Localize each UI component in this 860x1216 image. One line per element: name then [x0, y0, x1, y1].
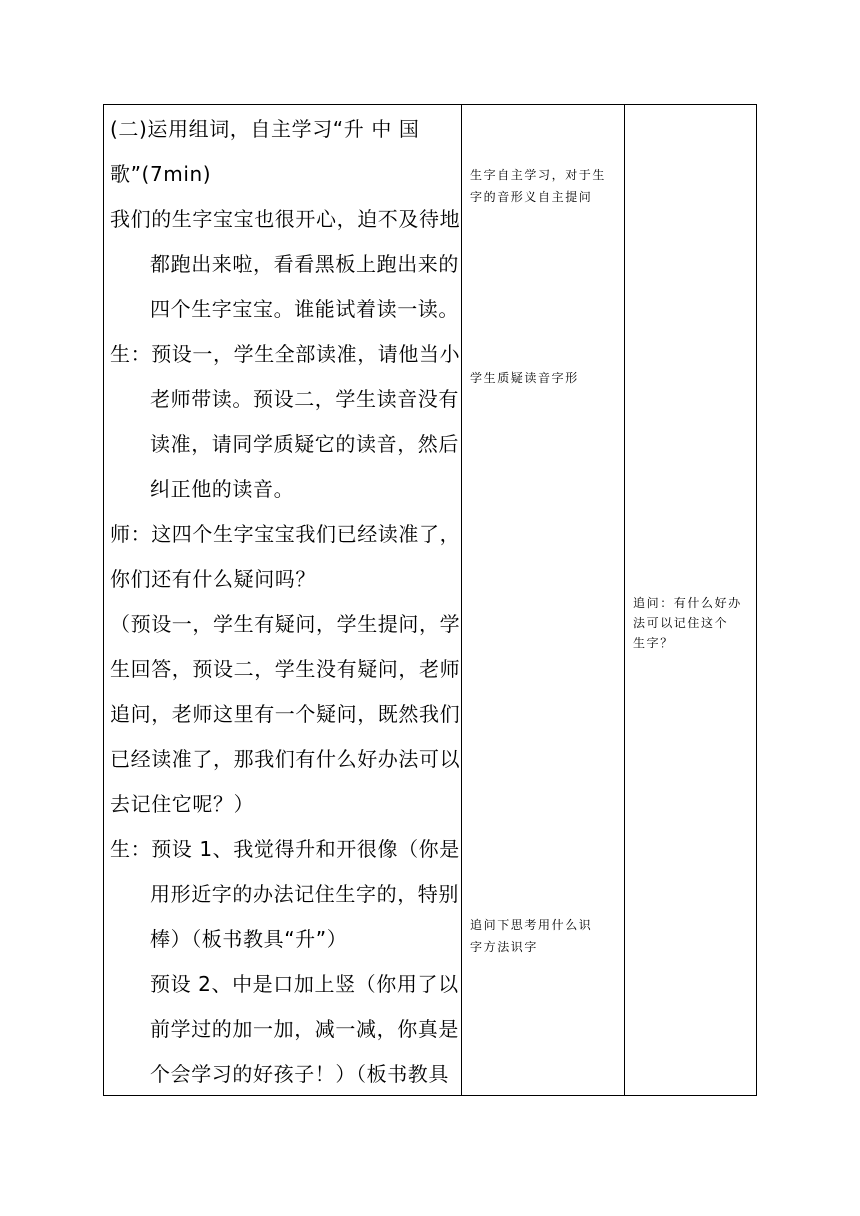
column-divider-2 — [624, 105, 625, 1095]
lesson-line: 追问，老师这里有一个疑问，既然我们 — [110, 702, 461, 726]
lesson-line: 都跑出来啦，看看黑板上跑出来的 — [150, 252, 459, 276]
student-note: 生字自主学习，对于生 — [470, 168, 607, 182]
teacher-note: 法可以记住这个 — [633, 616, 729, 630]
column-divider-1 — [461, 105, 462, 1095]
teacher-note: 追问：有什么好办 — [633, 596, 742, 610]
lesson-line: 生回答，预设二，学生没有疑问，老师 — [110, 657, 461, 681]
lesson-line: 去记住它呢？） — [110, 792, 255, 816]
lesson-line: 生：预设 1、我觉得升和开很像（你是 — [110, 837, 460, 861]
lesson-line: （预设一，学生有疑问，学生提问，学 — [110, 612, 461, 636]
section-heading: (二)运用组词，自主学习“升 中 国 — [110, 117, 420, 141]
lesson-line: 老师带读。预设二，学生读音没有 — [150, 387, 459, 411]
lesson-line: 用形近字的办法记住生字的，特别 — [150, 882, 459, 906]
lesson-line: 纠正他的读音。 — [150, 477, 295, 501]
lesson-line: 我们的生字宝宝也很开心，迫不及待地 — [110, 207, 461, 231]
lesson-line: 生：预设一，学生全部读准，请他当小 — [110, 342, 461, 366]
lesson-line: 前学过的加一加，减一减，你真是 — [150, 1017, 459, 1041]
lesson-line: 你们还有什么疑问吗？ — [110, 567, 316, 591]
lesson-line: 四个生字宝宝。谁能试着读一读。 — [150, 297, 459, 321]
lesson-line: 已经读准了，那我们有什么好办法可以 — [110, 747, 461, 771]
section-heading-cont: 歌”(7min) — [110, 162, 212, 186]
student-note: 追问下思考用什么识 — [470, 918, 593, 932]
student-note: 字的音形义自主提问 — [470, 190, 593, 204]
lesson-line: 个会学习的好孩子！）（板书教具 — [150, 1062, 449, 1086]
lesson-line: 读准，请同学质疑它的读音，然后 — [150, 432, 459, 456]
teacher-note: 生字？ — [633, 636, 674, 650]
student-note: 学生质疑读音字形 — [470, 371, 579, 385]
lesson-line: 师：这四个生字宝宝我们已经读准了， — [110, 522, 461, 546]
lesson-line: 预设 2、中是口加上竖（你用了以 — [150, 972, 459, 996]
lesson-line: 棒）（板书教具“升”） — [150, 927, 348, 951]
student-note: 字方法识字 — [470, 940, 539, 954]
